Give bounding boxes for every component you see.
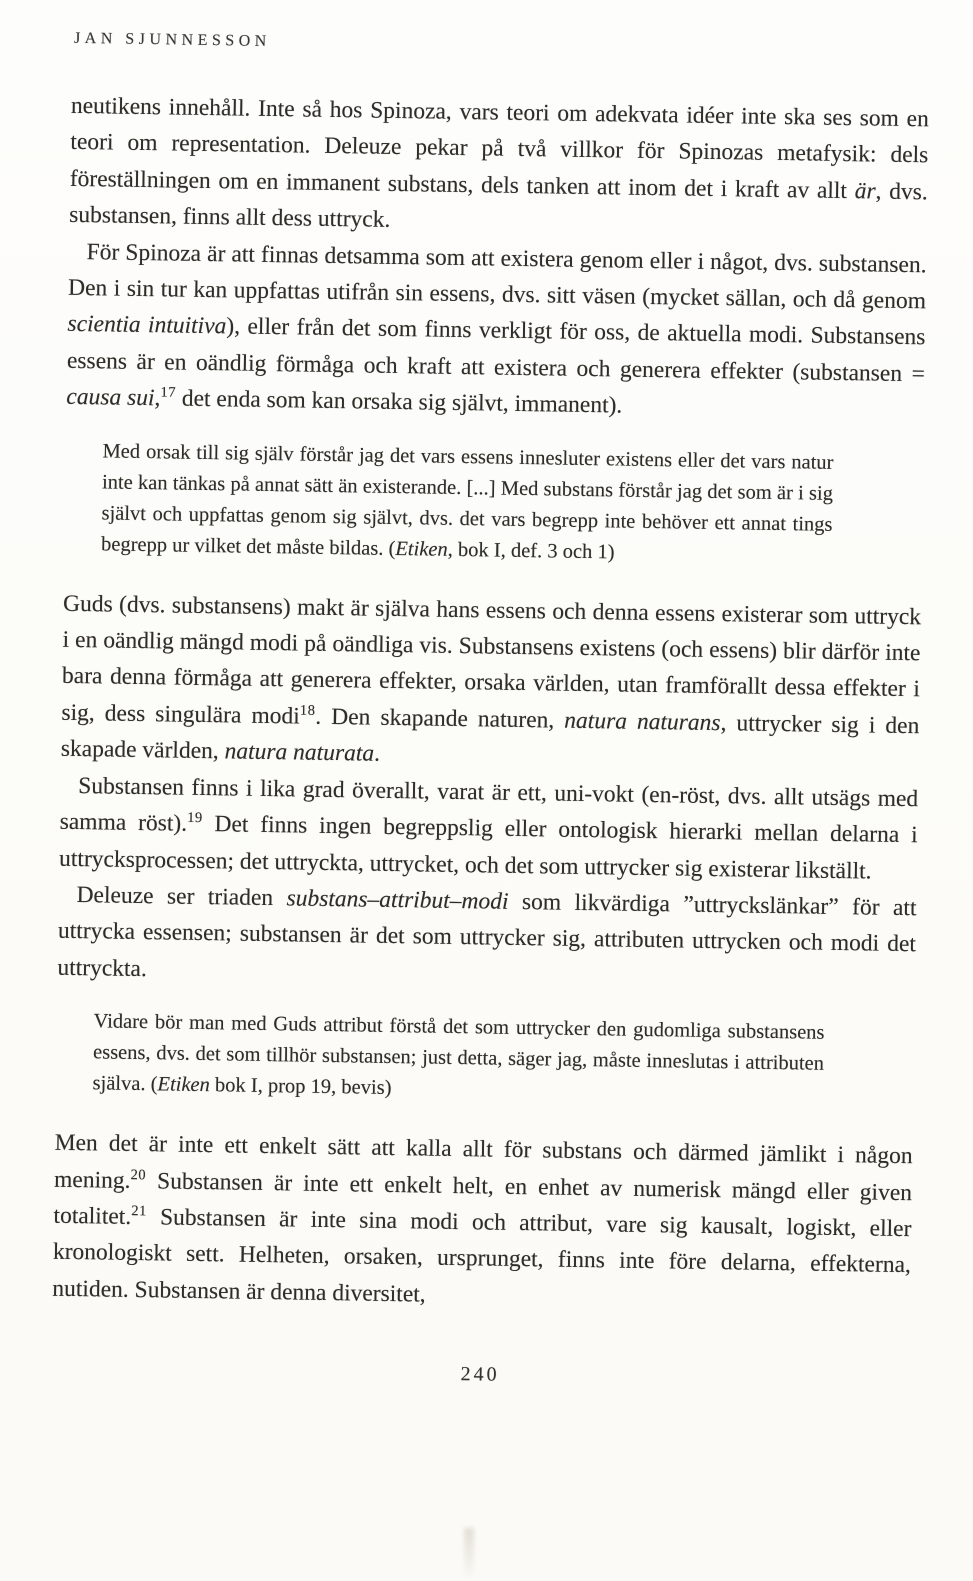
text-run: Substansen är inte ett enkelt helt, en enhet av numerisk mängd eller given totalitet. bbox=[53, 1167, 913, 1230]
paragraph bbox=[66, 233, 927, 428]
italic-run: natura naturans bbox=[564, 707, 721, 736]
scan-smudge bbox=[464, 1528, 474, 1576]
italic-run: scientia intuitiva bbox=[67, 311, 227, 340]
text-run: Substansen finns i lika grad överallt, varat är ett, uni-vokt (en-röst, dvs. allt utsägs med samma röst). bbox=[59, 772, 919, 837]
text-run: bok I, prop 19, bevis) bbox=[209, 1074, 392, 1100]
block-quote bbox=[92, 1006, 824, 1110]
italic-run: Etiken bbox=[157, 1073, 211, 1097]
footnote-ref: 19 bbox=[187, 810, 203, 827]
text-run: neutikens innehåll. Inte så hos Spinoza, vars teori om adekvata idéer inte ska ses som en teori om representation. Deleuze pekar på två villkor för Spinozas metafysik: dels föreställningen om en immanent substans, dels tanken att inom det i kraft av allt bbox=[69, 92, 930, 204]
paragraph bbox=[69, 88, 929, 247]
text-run: , bok I, def. 3 och 1) bbox=[447, 538, 615, 564]
running-header-author: JAN SJUNNESSON bbox=[73, 29, 271, 50]
text-run: Men det är inte ett enkelt sätt att kalla allt för substans och därmed jämlikt i någon mening. bbox=[53, 1129, 913, 1194]
paragraph bbox=[57, 877, 917, 1000]
text-run: det enda som kan orsaka sig självt, immanent). bbox=[175, 385, 623, 419]
text-run: , dvs. substansen, finns allt dess uttryck. bbox=[69, 178, 928, 234]
text-run: som likvärdiga ”uttryckslänkar” för att uttrycka essensen; substansen är det som uttrycker sig, attributen uttrycken och modi det uttryckta. bbox=[57, 888, 917, 982]
italic-run: substans–attribut–modi bbox=[286, 885, 509, 915]
text-run: Substansen är inte sina modi och attribut, vare sig kausalt, logiskt, eller kronologiskt sett. Helheten, orsaken, ursprunget, finns inte före delarna, effekterna, nutiden. Substansen är denna diversitet, bbox=[52, 1204, 912, 1308]
text-run: . bbox=[373, 740, 381, 768]
footnote-ref: 18 bbox=[299, 702, 316, 719]
block-quote bbox=[101, 436, 834, 571]
text-run: Deleuze ser triaden bbox=[76, 881, 287, 912]
paragraph bbox=[52, 1125, 913, 1320]
page-number: 240 bbox=[460, 1363, 500, 1386]
italic-run: natura naturata bbox=[224, 738, 375, 767]
scanned-text-block bbox=[51, 30, 930, 1393]
paragraph bbox=[61, 585, 922, 780]
footnote-ref: 17 bbox=[160, 384, 177, 401]
text-run: , uttrycker sig i den skapade världen, bbox=[60, 709, 920, 765]
italic-run: causa sui bbox=[66, 384, 155, 412]
text-run: Det finns ingen begreppslig eller ontologisk hierarki mellan delarna i uttrycksprocessen; det uttryckta, uttrycket, och det som uttrycker sig existerar likställt. bbox=[58, 811, 918, 885]
italic-run: Etiken bbox=[395, 537, 448, 561]
text-run: Med orsak till sig själv förstår jag det vars essens innesluter existens eller det vars natur inte kan tänkas på annat sätt än existerande. [...] Med substans förstår jag det som är i sig självt och uppfattas genom sig självt, dvs. det vars begrepp inte behöver ett annat tings begrepp ur vilket det måste bildas. ( bbox=[100, 440, 834, 560]
footnote-ref: 21 bbox=[131, 1203, 147, 1220]
text-run: Guds (dvs. substansens) makt är själva hans essens och denna essens existerar som uttryck i en oändlig mängd modi på oändliga vis. Substansens existens (och essens) blir därför inte bara denna förmåga att generera effekter, orsaka världen, utan framförallt dessa effekter i sig, dess singulära modi bbox=[61, 590, 922, 730]
text-run: För Spinoza är att finnas detsamma som att existera genom eller i något, dvs. substansen. Den i sin tur kan uppfattas utifrån sin essens, dvs. sitt väsen (mycket sällan, och då genom bbox=[67, 238, 927, 315]
text-run: , bbox=[154, 385, 161, 412]
text-run: Vidare bör man med Guds attribut förstå det som uttrycker den gudomliga substansens essens, dvs. det som tillhör substansen; just detta, säger jag, måste inneslutas i attributen själva. ( bbox=[92, 1010, 825, 1096]
text-run: ), eller från det som finns verkligt för oss, de aktuella modi. Substansens essens är en oändlig förmåga och kraft att existera och generera effekter (substansen = bbox=[66, 313, 926, 388]
footnote-ref: 20 bbox=[130, 1166, 147, 1183]
page-text bbox=[52, 88, 929, 1320]
paragraph bbox=[59, 767, 919, 890]
text-run: . Den skapande naturen, bbox=[315, 703, 565, 734]
italic-run: är bbox=[854, 177, 876, 205]
